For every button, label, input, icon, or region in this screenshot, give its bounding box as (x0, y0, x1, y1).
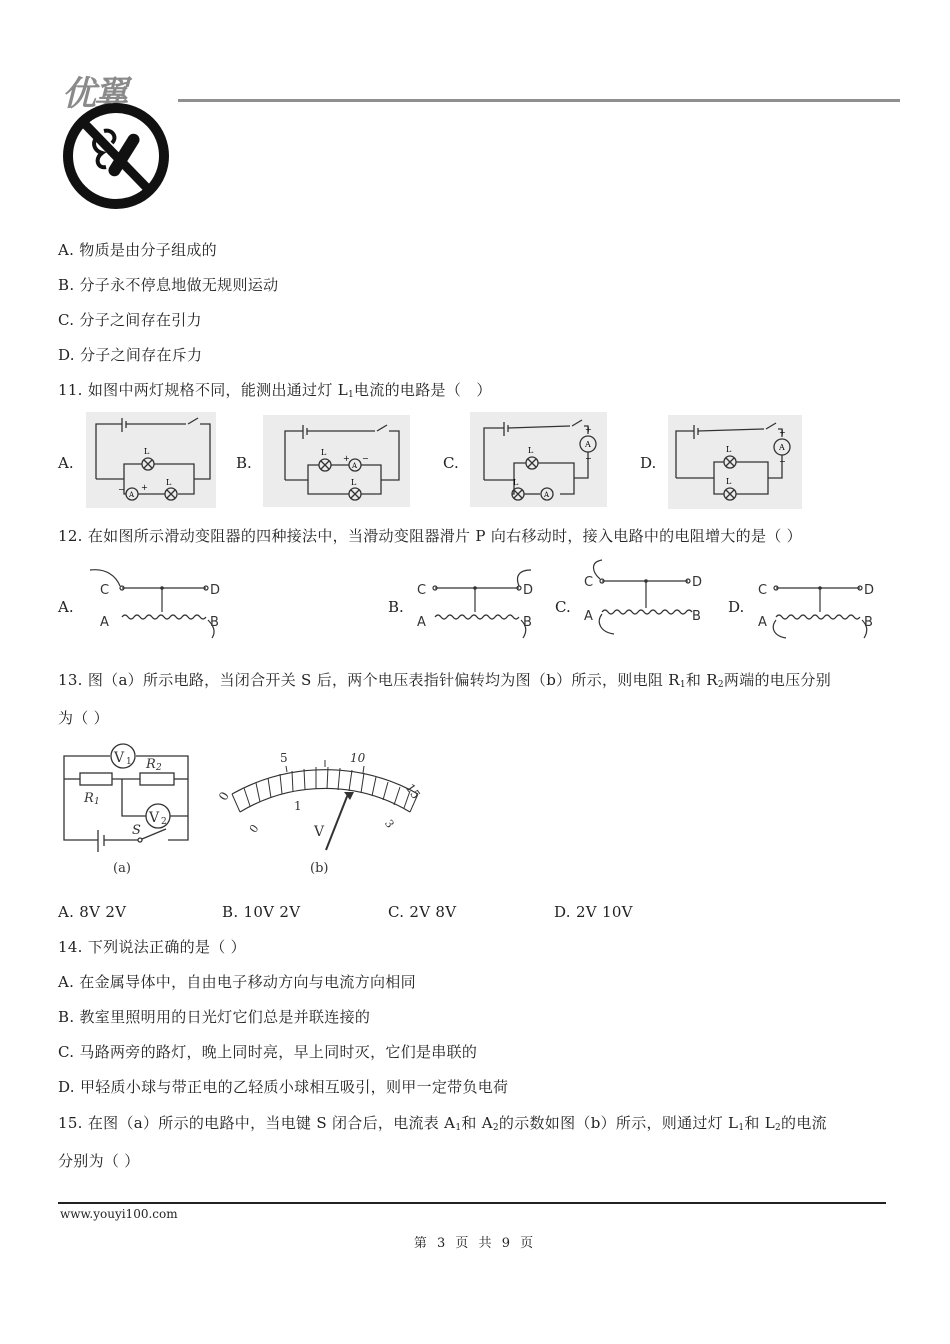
option-text: 分子之间存在斥力 (79, 346, 203, 364)
svg-text:1: 1 (294, 799, 302, 813)
no-smoking-icon (60, 103, 174, 209)
svg-text:L: L (726, 477, 732, 486)
q12-rheostat-a (88, 562, 228, 642)
svg-text:(b): (b) (310, 861, 329, 876)
subscript: 1 (679, 680, 686, 690)
svg-text:−: − (362, 454, 369, 463)
option-text: 2V 10V (575, 903, 633, 921)
stem-text: 在图（a）所示的电路中，当电键 S 闭合后，电流表 A (87, 1114, 456, 1132)
svg-text:B: B (210, 615, 219, 630)
q10-option-c (58, 310, 202, 330)
q13-circuit-a (58, 742, 198, 882)
svg-text:+: + (779, 428, 786, 437)
svg-text:A: A (584, 609, 593, 624)
subscript: 2 (717, 680, 724, 690)
svg-text:1: 1 (126, 757, 132, 767)
option-text: 在金属导体中，自由电子移动方向与电流方向相同 (79, 973, 416, 991)
svg-text:L: L (528, 446, 534, 455)
q11-label-a: A. (58, 454, 74, 472)
svg-text:R: R (84, 791, 94, 806)
brand-logo: 优翼 (62, 74, 126, 114)
svg-text:A: A (129, 491, 135, 499)
option-label: B. (58, 276, 75, 294)
option-text: 教室里照明用的日光灯它们总是并联连接的 (79, 1008, 371, 1026)
svg-text:+: + (141, 483, 148, 492)
svg-text:3: 3 (381, 817, 397, 831)
option-label: B. (58, 1008, 75, 1026)
svg-text:2: 2 (156, 763, 162, 773)
option-label: C. (388, 903, 405, 921)
question-number: 15. (58, 1114, 83, 1132)
stem-text: 两端的电压分别 (723, 671, 832, 689)
subscript: 2 (775, 1123, 782, 1133)
stem-text: 和 A (461, 1114, 493, 1132)
svg-text:R: R (146, 757, 156, 772)
stem-text: 的电流 (781, 1114, 827, 1132)
option-text: 物质是由分子组成的 (79, 241, 217, 259)
q14-option-d (58, 1077, 508, 1097)
svg-text:A: A (758, 615, 767, 630)
svg-text:A: A (417, 615, 426, 630)
svg-text:B: B (864, 615, 873, 630)
option-label: B. (222, 903, 239, 921)
stem-text: 在如图所示滑动变阻器的四种接法中，当滑动变阻器滑片 P 向右移动时，接入电路中的电阻增大的是（ ） (87, 527, 802, 545)
svg-text:1: 1 (94, 797, 100, 807)
svg-text:15: 15 (402, 781, 424, 802)
svg-text:−: − (585, 454, 592, 463)
lamp-label: L (144, 447, 150, 456)
q12-label-b: B. (388, 598, 404, 616)
option-label: D. (58, 1078, 75, 1096)
stem-text: 和 L (744, 1114, 775, 1132)
svg-text:D: D (864, 583, 875, 598)
stem-text: 电流的电路是（ ） (354, 381, 492, 399)
svg-text:V: V (314, 824, 325, 840)
svg-text:0: 0 (215, 789, 232, 803)
question-number: 12. (58, 527, 83, 545)
footer-website-link[interactable]: www.youyi100.com (60, 1207, 178, 1221)
svg-text:L: L (513, 478, 519, 487)
stem-text: 和 R (685, 671, 718, 689)
q12-rheostat-b (415, 562, 555, 642)
q14-option-c (58, 1042, 477, 1062)
svg-text:10: 10 (350, 751, 366, 765)
q10-option-b (58, 275, 278, 295)
svg-text:B: B (692, 609, 701, 624)
svg-text:D: D (692, 575, 703, 590)
header-divider (178, 99, 900, 102)
q10-option-d (58, 345, 202, 365)
option-label: D. (58, 346, 75, 364)
subscript: 2 (492, 1123, 499, 1133)
option-text: 甲轻质小球与带正电的乙轻质小球相互吸引，则甲一定带负电荷 (79, 1078, 509, 1096)
q13-voltmeter-dial (210, 742, 440, 882)
svg-text:A: A (585, 440, 591, 449)
q13-stem-line2: 为（ ） (58, 709, 109, 727)
svg-text:A: A (544, 491, 550, 499)
subscript: 1 (347, 390, 355, 400)
svg-text:2: 2 (161, 817, 167, 827)
q13-option-d (554, 902, 633, 922)
svg-text:+: + (343, 454, 350, 463)
svg-text:L: L (726, 445, 732, 454)
option-label: C. (58, 311, 75, 329)
stem-text: 如图中两灯规格不同，能测出通过灯 L (87, 381, 348, 399)
q14-stem (58, 937, 246, 957)
footer-divider (58, 1202, 886, 1204)
svg-text:A: A (779, 443, 785, 452)
svg-text:5: 5 (280, 751, 288, 765)
svg-text:D: D (210, 583, 221, 598)
stem-text: 图（a）所示电路，当闭合开关 S 后，两个电压表指针偏转均为图（b）所示，则电阻 R (87, 671, 680, 689)
question-number: 11. (58, 381, 83, 399)
q12-label-d: D. (728, 598, 745, 616)
option-text: 分子之间存在引力 (79, 311, 202, 329)
option-label: A. (58, 241, 75, 259)
q12-stem (58, 526, 802, 546)
q11-stem (58, 380, 492, 405)
q11-label-c: C. (443, 454, 459, 472)
q13-option-a (58, 902, 126, 922)
svg-text:V: V (114, 750, 125, 766)
page-number: 第 3 页 共 9 页 (413, 1236, 537, 1251)
svg-text:C: C (584, 575, 594, 590)
q14-option-b (58, 1007, 370, 1027)
q14-option-a (58, 972, 416, 992)
q15-stem-line1 (58, 1113, 827, 1138)
svg-text:+: + (585, 425, 592, 434)
option-label: A. (58, 973, 75, 991)
option-text: 马路两旁的路灯，晚上同时亮，早上同时灭，它们是串联的 (79, 1043, 478, 1061)
stem-text: 的示数如图（b）所示，则通过灯 L (498, 1114, 739, 1132)
q12-rheostat-d (756, 562, 896, 642)
svg-text:B: B (523, 615, 532, 630)
q11-circuit-c (470, 412, 607, 507)
question-number: 13. (58, 671, 83, 689)
svg-text:L: L (321, 448, 327, 457)
option-label: A. (58, 903, 75, 921)
svg-text:D: D (523, 583, 534, 598)
svg-text:−: − (118, 485, 125, 494)
svg-text:(a): (a) (113, 861, 131, 876)
svg-text:A: A (352, 462, 358, 470)
svg-text:0: 0 (246, 822, 262, 836)
svg-text:C: C (417, 583, 427, 598)
q11-circuit-a (86, 412, 216, 508)
q11-circuit-b (263, 415, 410, 507)
svg-text:L: L (166, 478, 172, 487)
q11-circuit-d (668, 415, 802, 509)
q13-stem-line1 (58, 670, 831, 695)
option-text: 10V 2V (243, 903, 301, 921)
svg-text:L: L (351, 478, 357, 487)
option-label: D. (554, 903, 571, 921)
svg-text:V: V (149, 810, 160, 826)
stem-text: 下列说法正确的是（ ） (87, 938, 246, 956)
svg-text:S: S (132, 823, 141, 838)
q15-stem-line2: 分别为（ ） (58, 1152, 140, 1170)
svg-text:C: C (758, 583, 768, 598)
option-text: 8V 2V (79, 903, 127, 921)
option-label: C. (58, 1043, 75, 1061)
q13-option-b (222, 902, 300, 922)
q12-label-c: C. (555, 598, 571, 616)
option-text: 2V 8V (409, 903, 457, 921)
q12-rheostat-c (578, 556, 718, 640)
subscript: 1 (738, 1123, 745, 1133)
svg-text:C: C (100, 583, 110, 598)
option-text: 分子永不停息地做无规则运动 (79, 276, 279, 294)
question-number: 14. (58, 938, 83, 956)
svg-text:A: A (100, 615, 109, 630)
q11-label-d: D. (640, 454, 657, 472)
svg-text:−: − (779, 457, 786, 466)
q13-option-c (388, 902, 456, 922)
q12-label-a: A. (58, 598, 74, 616)
subscript: 1 (455, 1123, 462, 1133)
q11-label-b: B. (236, 454, 252, 472)
q10-option-a (58, 240, 217, 260)
